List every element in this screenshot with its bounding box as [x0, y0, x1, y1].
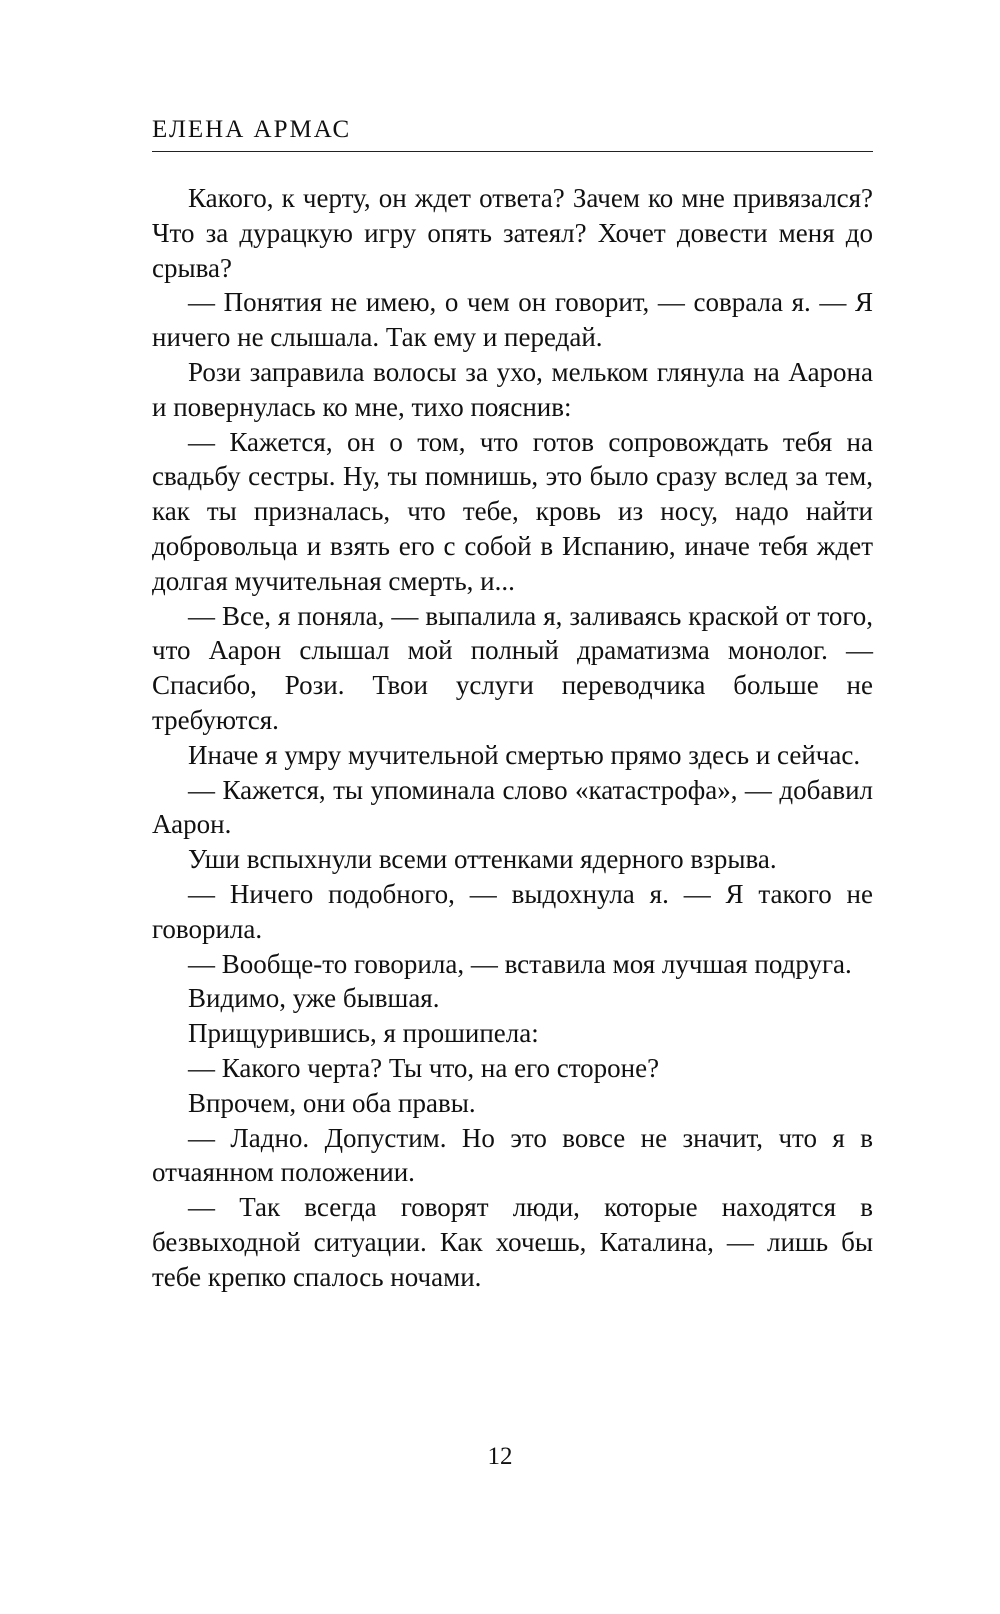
paragraph: — Ничего подобного, — выдохнула я. — Я такого не говорила.: [152, 878, 873, 944]
paragraph: Рози заправила волосы за ухо, мельком глянула на Аарона и повернулась ко мне, тихо пояснив:: [152, 356, 873, 422]
paragraph: Какого, к черту, он ждет ответа? Зачем ко мне привязался? Что за дурацкую игру опять затеял? Хочет довести меня до срыва?: [152, 183, 873, 283]
paragraph: — Все, я поняла, — выпалила я, заливаясь краской от того, что Аарон слышал мой полный драматизма монолог. — Спасибо, Рози. Твои услуги переводчика больше не требуются.: [152, 600, 873, 735]
paragraph: Видимо, уже бывшая.: [188, 983, 440, 1014]
paragraph: — Ладно. Допустим. Но это вовсе не значит, что я в отчаянном положении.: [152, 1122, 873, 1188]
paragraph: Впрочем, они оба правы.: [188, 1087, 476, 1118]
paragraph: — Кажется, ты упоминала слово «катастрофа», — добавил Аарон.: [152, 774, 873, 840]
paragraph: — Так всегда говорят люди, которые находятся в безвыходной ситуации. Как хочешь, Каталина, — лишь бы тебе крепко спалось ночами.: [152, 1192, 873, 1292]
paragraph: Иначе я умру мучительной смертью прямо здесь и сейчас.: [188, 739, 861, 770]
header-rule: [152, 151, 873, 152]
paragraph: Уши вспыхнули всеми оттенками ядерного взрыва.: [188, 844, 777, 875]
paragraph: — Вообще-то говорила, — вставила моя лучшая подруга.: [188, 948, 852, 979]
page-number: 12: [487, 1443, 513, 1470]
body-text: [152, 181, 873, 1295]
running-head: ЕЛЕНА АРМАС: [152, 116, 352, 143]
paragraph: — Какого черта? Ты что, на его стороне?: [188, 1052, 660, 1083]
paragraph: — Кажется, он о том, что готов сопровождать тебя на свадьбу сестры. Ну, ты помнишь, это было сразу вслед за тем, как ты призналась, что тебе, кровь из носу, надо найти добровольца и взять его с собой в Испанию, иначе тебя ждет долгая мучительная смерть, и...: [152, 426, 873, 596]
paragraph: — Понятия не имею, о чем он говорит, — соврала я. — Я ничего не слышала. Так ему и передай.: [152, 287, 873, 353]
paragraph: Прищурившись, я прошипела:: [188, 1018, 539, 1049]
